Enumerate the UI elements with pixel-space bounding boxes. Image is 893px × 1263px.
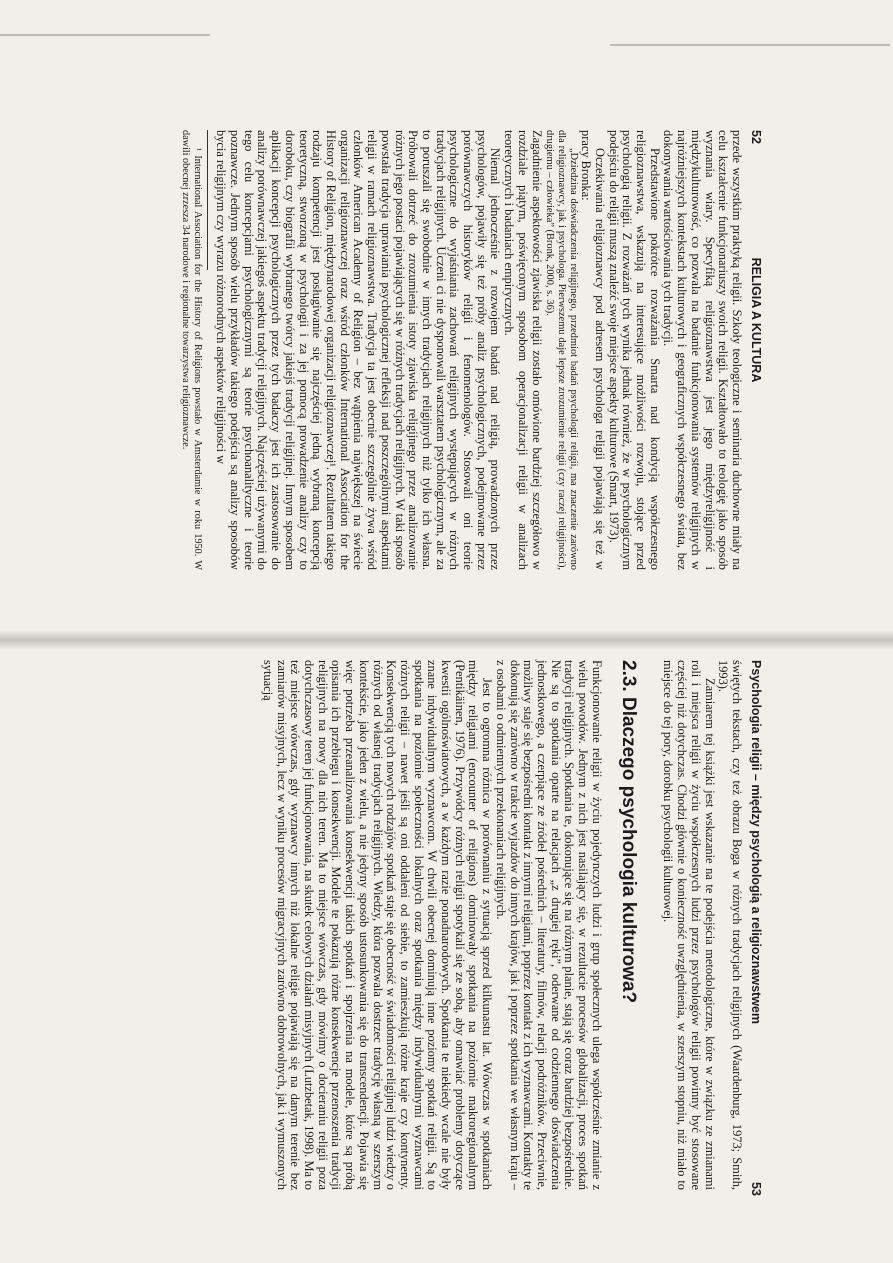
page-number-left: 52 (749, 130, 763, 144)
left-text-column (179, 130, 743, 570)
right-text-column (260, 660, 743, 1190)
paragraph: Przedstawione pokrótce rozważania Smarta nad kondycją współczesnego religioznawstwa, wskazują na interesujące możliwości rozwoju, stojące przed psychologią religii. Z rozważań tych wynika jednak również, że w psychologicznym podejściu do religii muszą znaleźć swoje miejsce aspekty kulturowe (Smart, 1973). (606, 130, 662, 570)
section-heading: 2.3. Dlaczego psychologia kulturowa? (617, 660, 639, 1004)
running-title-right: Psychologia religii – między psychologią a religioznawstwem (749, 660, 763, 1024)
scan-artifact (0, 34, 210, 36)
footnote: ¹ International Association for the History of Religions powstało w Amsterdamie w roku 1950. W dawili obecnej zrzesza 34 narodowe i regionalne towarzystwa religioznawcze. (179, 130, 203, 570)
paragraph: Zagadnienie aspektowości zjawiska religii zostało omówione bardziej szczegółowo w rozdziale piątym, poświęconym sposobom operacjonalizacji religii w analizach teoretycznych i badaniach empirycznych. (502, 130, 544, 570)
footnote-rule (207, 130, 208, 270)
paragraph: Zamiarem tej książki jest wskazanie na te podejścia metodologiczne, które w związku ze zmianami roli i miejsca religii w życiu współczesnych ludzi przez psychologów religii powinny być stosowane częściej niż dotychczas. Chodzi głównie o konieczność uwzględnienia, w szerszym stopniu, niż miało to miejsce do tej pory, dorobku psychologii kulturowej. (661, 660, 717, 1190)
page-number-right: 53 (749, 1182, 763, 1196)
running-title-left: RELIGIA A KULTURA (749, 257, 763, 383)
paragraph: świętych tekstach, czy też obrazu Boga w różnych tradycjach religijnych (Waardenburg, 1973; Smith, 1993). (716, 660, 744, 1190)
right-page (0, 640, 893, 1263)
scan-artifact (610, 44, 890, 46)
paragraph: Oczekiwania religioznawcy pod adresem psychologa religii pojawiają się też w pracy Bronka: (579, 130, 607, 570)
paragraph: przede wszystkim praktyką religii. Szkoły teologiczne i seminaria duchowne miały na celu kształcenie funkcjonariuszy swoich religii. Kształtowało to teologię jako sposób wyznania wiary. Specyfiką religioznawstwa jest jego międzyreligijność i międzykulturowość, co pozwala na badanie funkcjonowania systemów religijnych w najróżniejszych kontekstach kulturowych i geograficznych współczesnego świata, bez dokonywania wartościowania tych tradycji. (661, 130, 744, 570)
block-quote: „Dziedzina doświadczenia religijnego, przedmiot badań psychologii religii, ma znaczenie zarówno dla religioznawcy, jak i psychologa. Pierwszemu daje lepsze zrozumienie religii (czy raczej religijności), drugiemu – człowieka” (Bronk, 2000, s. 36). (543, 130, 579, 570)
paragraph: Niemal jednocześnie z rozwojem badań nad religią, prowadzonych przez psychologów, pojawiły się też próby analiz psychologicznych, podejmowane przez porównawczych historyków religii i fenomenologów. Stosowali oni teorie psychologiczne do wyjaśniania zachowań religijnych występujących w różnych tradycjach religijnych. Uczeni ci nie dysponowali warsztatem psychologicznym, ale za to poruszali się swobodnie w innych tradycjach religijnych niż tylko ich własna. Próbowali dotrzeć do zrozumienia istoty zjawiska religijnego przez analizowanie różnych jego postaci pojawiających się w różnych tradycjach religijnych. W taki sposób powstała tradycja uprawiania psychologicznej refleksji nad poszczególnymi aspektami religii w ramach religioznawstwa. Tradycja ta jest obecnie szczególnie żywa wśród członków American Academy of Religion – bez wątpienia największej na świecie organizacji religioznawczej oraz wśród członków International Association for the History of Religion, międzynarodowej organizacji religioznawczej¹. Rezultatem takiego rodzaju kompetencji jest posługiwanie się najczęściej jedną wybraną koncepcją teoretyczną, stworzoną w psychologii i za jej pomocą prowadzenie analizy czy to doroboku, czy biografii wybranego twórcy jakiejś tradycji religijnej. Innym sposobem aplikacji koncepcji psychologicznych przez tych badaczy jest ich zastosowanie do analizy porównawczej jakiegoś aspektu tradycji religijnych. Najczęściej używanymi do tego celu koncepcjami psychologicznymi są teorie psychoanalityczne i teorie poznawcze. Jednym sposób wielu przykładów takiego podejścia są analizy sposobów bycia religijnym czy wyrazu różnorodnych aspektów religijności w (214, 130, 503, 570)
paragraph: Jest to ogromna różnica w porównaniu z sytuacją sprzed kilkunastu lat. Wówczas w spotkaniach między religiami (encounter of religions) dominowały spotkania na poziomie makroregionalnym (Pentikäinen, 1976). Przywódcy różnych religii spotykali się ze sobą, aby omawiać problemy dotyczące kwestii ogólnoświatowych, a w każdym razie ponadnarodowych. Spotkania te niekiedy wcale nie były znane indywidualnym wyznawcom. W chwili obecnej dominują inne poziomy spotkań religii. Są to spotkania na poziomie społeczności lokalnych oraz spotkania między indywidualnymi wyznawcami różnych religii – nawet jeśli są oni oddaleni od siebie, to zamieszkują różne kraje czy kontynenty. Konsekwencją tych nowych rodzajów spotkań staje się obecność w świadomości religijnej ludzi wiedzy o różnych od własnej tradycjach religijnych. Wiedzy, która pozwala dostrzec tradycję własną w szerszym kontekście, jako jeden z wielu, a nie jedyny sposób ustosunkowania się do transcendencji. Pojawia się więc potrzeba przeanalizowania konsekwencji takich spotkań i spojrzenia na modele, które są próbą opisania ich przebiegu i konsekwencji. Modele te pokazują różne konsekwencje przenoszenia tradycji religijnych na nowy dla nich teren. Ma to miejsce wówczas, gdy mówimy o docieraniu religii poza dotychczasowy teren jej funkcjonowania, na skutek celowych działań misyjnych (Lutzbetak, 1998). Ma to też miejsce wówczas, gdy wyznawcy innych niż lokalne religie pojawiają się na danym terenie bez zamiarów misyjnych, lecz w wyniku procesów migracyjnych zarówno dobrowolnych, jak i wymuszonych sytuacją (260, 660, 495, 1190)
paragraph: Funkcjonowanie religii w życiu pojedynczych ludzi i grup społecznych ulega współcześnie zmianie z wielu powodów. Jednym z nich jest nasilający się, w rezultacie procesów globalizacji, proces spotkań tradycji religijnych. Spotkania te, dokonujące się na różnym planie, stają się coraz bardziej bezpośrednie. Nie są to spotkania oparte na relacjach „z drugiej ręki”, oderwane od codziennego doświadczenia jednostkowego, a czerpiące ze źródeł pośrednich – literatury, filmów, relacji podróżników. Przeciwnie, możliwy staje się bezpośredni kontakt z innymi religiami, poprzez kontakt z ich wyznawcami. Kontakty te dokonują się zarówno w trakcie wyjazdów do innych krajów, jak i poprzez spotkania we własnym kraju – z osobami o odmiennych przekonaniach religijnych. (493, 660, 604, 1190)
